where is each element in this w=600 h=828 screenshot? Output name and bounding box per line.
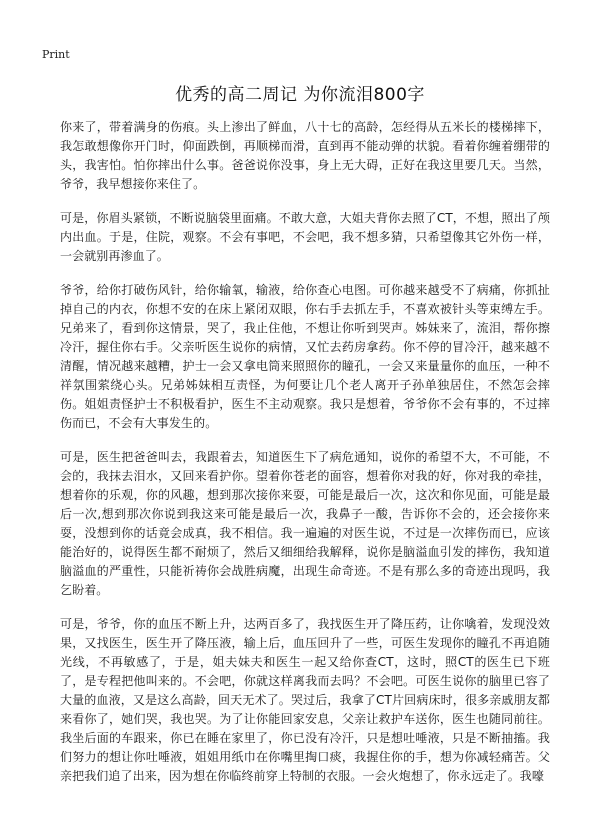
paragraph: 可是，医生把爸爸叫去，我跟着去，知道医生下了病危通知，说你的希望不大，不可能，不会的，我抹去泪水，又回来看护你。望着你苍老的面容，想着你对我的好，你对我的牵挂，想着你的乐观，你的风趣，想到那次接你来耍，可能是最后一次，这次和你见面，可能是最后一次,想到那次你说到我这来可能是最后一次，我鼻子一酸，告诉你不会的，还会接你来耍，没想到你的话竟会成真，我不相信。我一遍遍的对医生说，不过是一次摔伤而已，应该能治好的，说得医生都不耐烦了，然后又细细给我解释，说你是脑溢血引发的摔伤，我知道脑溢血的严重性，只能祈祷你会战胜病魔，出现生命奇迹。不是有那么多的奇迹出现吗，我乞盼着。 xyxy=(60,450,550,597)
print-label: Print xyxy=(42,48,70,61)
paragraph: 可是，爷爷，你的血压不断上升，达两百多了，我找医生开了降压药，让你噙着，发现没效果，又找医生，医生开了降压液，输上后，血压回升了一些，可医生发现你的瞳孔不再追随光线，不再敏感了，于是，姐夫妹夫和医生一起又给你查CT，这时，照CT的医生已下班了，是专程把他叫来的。不会吧，你就这样离我而去吗？不会吧。可医生说你的脑里已容了大量的血液，又是这么高龄，回天无术了。哭过后，我拿了CT片回病床时，很多亲戚朋友都来看你了，她们哭，我也哭。为了让你能回家安息，父亲让救护车送你，医生也随同前往。我坐后面的车跟来，你已在睡在家里了，你已没有冷汗，只是想吐唾液，只是不断抽搐。我们努力的想让你吐唾液，姐姐用纸巾在你嘴里掏口痰，我握住你的手，想为你减轻痛苦。父亲把我们追了出来，因为想在你临终前穿上特制的衣服。一会火炮想了，你永远走了。我嚎 xyxy=(60,617,550,783)
document-title: 优秀的高二周记 为你流泪800字 xyxy=(175,85,425,105)
paragraph: 可是，你眉头紧锁，不断说脑袋里面痛。不敢大意，大姐夫背你去照了CT，不想，照出了颅内出血。于是，住院，观察。不会有事吧，不会吧，我不想多猜，只希望像其它外伤一样，一会就别再渗血了。 xyxy=(60,211,550,263)
document-body xyxy=(60,118,550,801)
paragraph: 你来了，带着满身的伤痕。头上渗出了鲜血，八十七的高龄，怎经得从五米长的楼梯摔下，我怎敢想像你开门时，仰面跌倒，再顺梯而滑，直到再不能动弹的状貌。看着你缠着绷带的头，我害怕。怕你摔出什么事。爸爸说你没事，身上无大碍，正好在我这里要几天。当然，爷爷，我早想接你来住了。 xyxy=(60,120,550,191)
paragraph: 爷爷，给你打破伤风针，给你输氧，输液，给你查心电图。可你越来越受不了病痛，你抓扯掉自己的内衣，你想不安的在床上紧闭双眼，你右手去抓左手，不喜欢被针头等束缚左手。兄弟来了，看到你这情景，哭了，我止住他，不想让你听到哭声。姊妹来了，流泪，帮你擦冷汗，握住你右手。父亲听医生说你的病情，又忙去药房拿药。你不停的冒冷汗，越来越不清醒，情况越来越糟，护士一会又拿电筒来照照你的瞳孔，一会又来量量你的血压，一种不祥氛围萦绕心头。兄弟姊妹相互责怪，为何要让几个老人离开子孙单独居住，不然怎会摔伤。姐姐责怪护士不积极看护，医生不主动观察。我只是想着，爷爷你不会有事的，不过摔伤而已，不会有大事发生的。 xyxy=(60,283,550,430)
